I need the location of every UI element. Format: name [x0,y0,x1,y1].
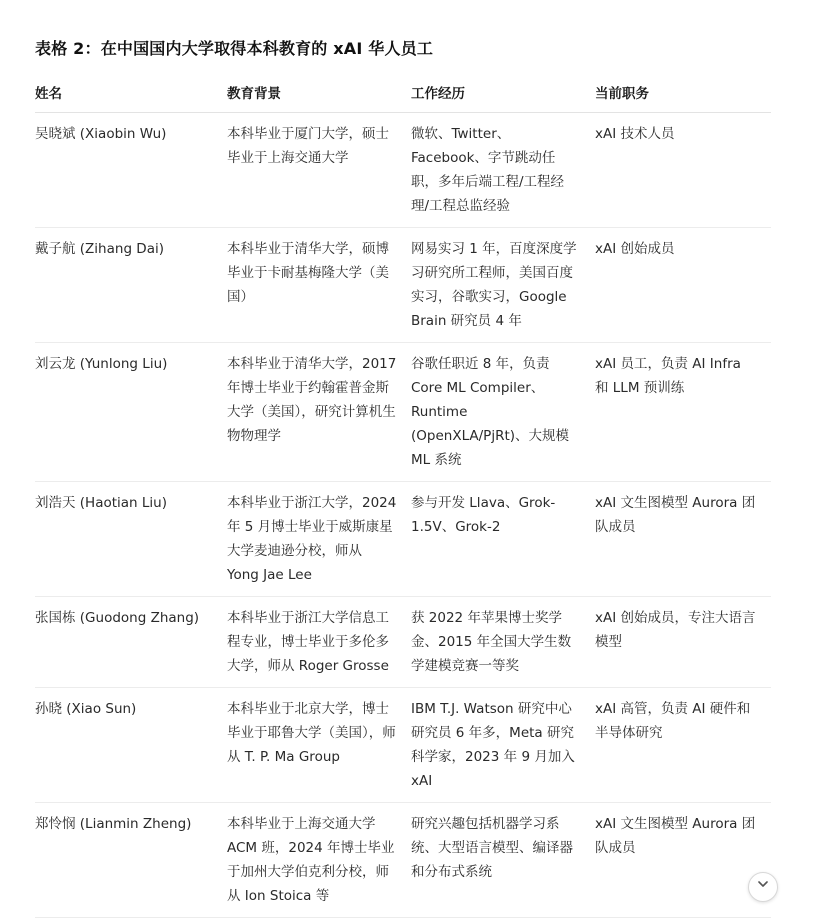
cell-education: 本科毕业于北京大学，博士毕业于耶鲁大学（美国），师从 T. P. Ma Group [227,688,411,803]
cell-position: xAI 员工，负责 AI Infra 和 LLM 预训练 [595,343,771,482]
table-row [35,343,771,482]
cell-experience: 谷歌任职近 8 年，负责 Core ML Compiler、Runtime (OpenXLA/PjRt)、大规模 ML 系统 [411,343,595,482]
column-header-position: 当前职务 [595,82,771,113]
table-row [35,803,771,918]
document-content [35,36,771,918]
cell-education: 本科毕业于厦门大学，硕士毕业于上海交通大学 [227,113,411,228]
cell-name: 刘浩天 (Haotian Liu) [35,482,227,597]
column-header-experience: 工作经历 [411,82,595,113]
cell-education: 本科毕业于上海交通大学 ACM 班，2024 年博士毕业于加州大学伯克利分校，师从 Ion Stoica 等 [227,803,411,918]
cell-position: xAI 文生图模型 Aurora 团队成员 [595,482,771,597]
cell-name: 孙晓 (Xiao Sun) [35,688,227,803]
table-row [35,113,771,228]
cell-position: xAI 高管，负责 AI 硬件和半导体研究 [595,688,771,803]
cell-name: 刘云龙 (Yunlong Liu) [35,343,227,482]
chevron-down-icon [756,877,770,891]
cell-name: 吴晓斌 (Xiaobin Wu) [35,113,227,228]
staff-table [35,82,771,918]
cell-position: xAI 文生图模型 Aurora 团队成员 [595,803,771,918]
column-header-name: 姓名 [35,82,227,113]
cell-experience: IBM T.J. Watson 研究中心研究员 6 年多，Meta 研究科学家，2023 年 9 月加入 xAI [411,688,595,803]
cell-name: 张国栋 (Guodong Zhang) [35,597,227,688]
cell-position: xAI 创始成员，专注大语言模型 [595,597,771,688]
cell-education: 本科毕业于清华大学，2017 年博士毕业于约翰霍普金斯大学（美国），研究计算机生物物理学 [227,343,411,482]
cell-experience: 研究兴趣包括机器学习系统、大型语言模型、编译器和分布式系统 [411,803,595,918]
table-title: 表格 2：在中国国内大学取得本科教育的 xAI 华人员工 [35,39,434,58]
cell-position: xAI 创始成员 [595,228,771,343]
cell-education: 本科毕业于浙江大学信息工程专业，博士毕业于多伦多大学，师从 Roger Grosse [227,597,411,688]
cell-education: 本科毕业于清华大学，硕博毕业于卡耐基梅隆大学（美国） [227,228,411,343]
table-header-row [35,82,771,113]
cell-position: xAI 技术人员 [595,113,771,228]
cell-experience: 获 2022 年苹果博士奖学金、2015 年全国大学生数学建模竞赛一等奖 [411,597,595,688]
scroll-down-button[interactable] [748,872,778,902]
table-row [35,688,771,803]
cell-name: 戴子航 (Zihang Dai) [35,228,227,343]
cell-name: 郑怜悯 (Lianmin Zheng) [35,803,227,918]
table-row [35,482,771,597]
cell-experience: 参与开发 Llava、Grok-1.5V、Grok-2 [411,482,595,597]
table-row [35,228,771,343]
table-row [35,597,771,688]
column-header-education: 教育背景 [227,82,411,113]
cell-experience: 微软、Twitter、Facebook、字节跳动任职，多年后端工程/工程经理/工程总监经验 [411,113,595,228]
cell-education: 本科毕业于浙江大学，2024 年 5 月博士毕业于威斯康星大学麦迪逊分校，师从 Yong Jae Lee [227,482,411,597]
cell-experience: 网易实习 1 年，百度深度学习研究所工程师，美国百度实习，谷歌实习，Google Brain 研究员 4 年 [411,228,595,343]
